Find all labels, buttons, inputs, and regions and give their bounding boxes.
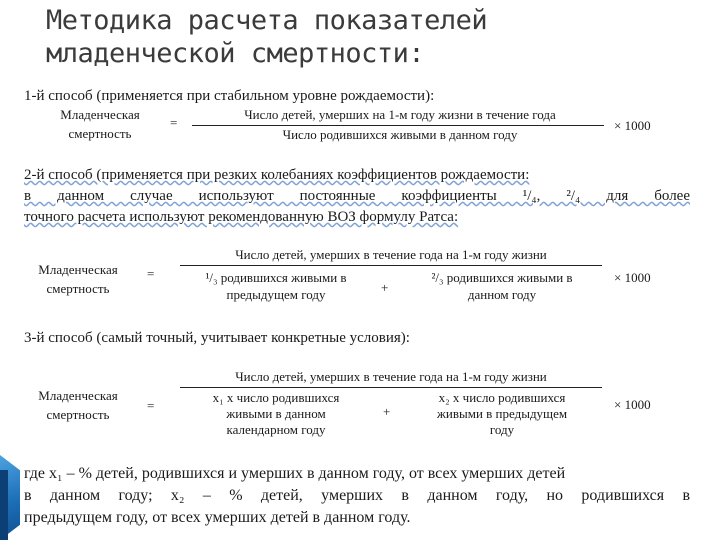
method3-den-right-2: живыми в предыдущем xyxy=(436,406,568,421)
method2-multiplier: × 1000 xyxy=(614,270,651,285)
method3-numerator: Число детей, умерших в течение года на 1-м году жизни xyxy=(235,369,547,384)
method2-den-left-2: предыдущем году xyxy=(226,287,326,302)
page-title xyxy=(46,4,487,70)
method3-den-right-1: x₂ x число родившихся xyxy=(438,390,566,405)
method1-numerator: Число детей, умерших на 1-м году жизни в течение года xyxy=(244,107,556,122)
method3-den-right-3: году xyxy=(489,422,515,437)
method1-label-2: смертность xyxy=(68,126,132,141)
footnote-line-3: предыдущем году, от всех умерших детей в данном году. xyxy=(24,509,411,526)
method2-den-left-1: ¹/₃ родившихся живыми в xyxy=(205,270,347,285)
method3-multiplier: × 1000 xyxy=(614,397,651,412)
method1-equals: = xyxy=(170,115,178,130)
title-line-2: младенческой смертности: xyxy=(46,38,425,69)
method3-fraction-bar xyxy=(180,387,602,388)
method3-den-left-2: живыми в данном xyxy=(226,406,326,421)
method2-line-3: точного расчета используют рекомендованную ВОЗ формулу Ратса: xyxy=(24,209,459,225)
method2-fraction-bar xyxy=(180,265,602,266)
method2-den-right-2: данном году xyxy=(467,287,537,302)
decorative-accent-dark xyxy=(0,470,8,540)
method2-den-right-1: ²/₃ родившихся живыми в xyxy=(431,270,573,285)
method1-label-1: Младенческая xyxy=(60,107,140,122)
method1-multiplier: × 1000 xyxy=(614,118,651,133)
footnote-line-2: в данном году; x₂ – % детей, умерших в данном году, но родившихся в xyxy=(24,487,690,504)
method3-den-left-3: календарном году xyxy=(226,422,326,437)
method3-plus: + xyxy=(383,404,391,419)
method2-line-1: 2-й способ (применяется при резких колебаниях коэффициентов рождаемости: xyxy=(24,167,530,183)
method3-label-2: смертность xyxy=(46,407,110,422)
method3-heading: 3-й способ (самый точный, учитывает конкретные условия): xyxy=(24,330,410,346)
method2-label-1: Младенческая xyxy=(38,262,118,277)
method2-line-2: в данном случае используют постоянные коэффициенты ¹/₄, ²/₄ для более xyxy=(24,188,690,204)
method1-heading: 1-й способ (применяется при стабильном уровне рождаемости): xyxy=(24,88,435,104)
footnote-line-1: где x₁ – % детей, родившихся и умерших в данном году, от всех умерших детей xyxy=(24,465,566,482)
method3-equals: = xyxy=(147,398,155,413)
method2-equals: = xyxy=(147,266,155,281)
method3-label-1: Младенческая xyxy=(38,388,118,403)
method1-fraction-bar xyxy=(192,125,604,126)
method2-plus: + xyxy=(381,280,389,295)
method1-denominator: Число родившихся живыми в данном году xyxy=(282,127,518,142)
title-line-1: Методика расчета показателей xyxy=(46,5,488,36)
method3-den-left-1: x₁ x число родившихся xyxy=(212,390,340,405)
method2-label-2: смертность xyxy=(46,281,110,296)
method2-numerator: Число детей, умерших в течение года на 1-м году жизни xyxy=(235,247,547,262)
